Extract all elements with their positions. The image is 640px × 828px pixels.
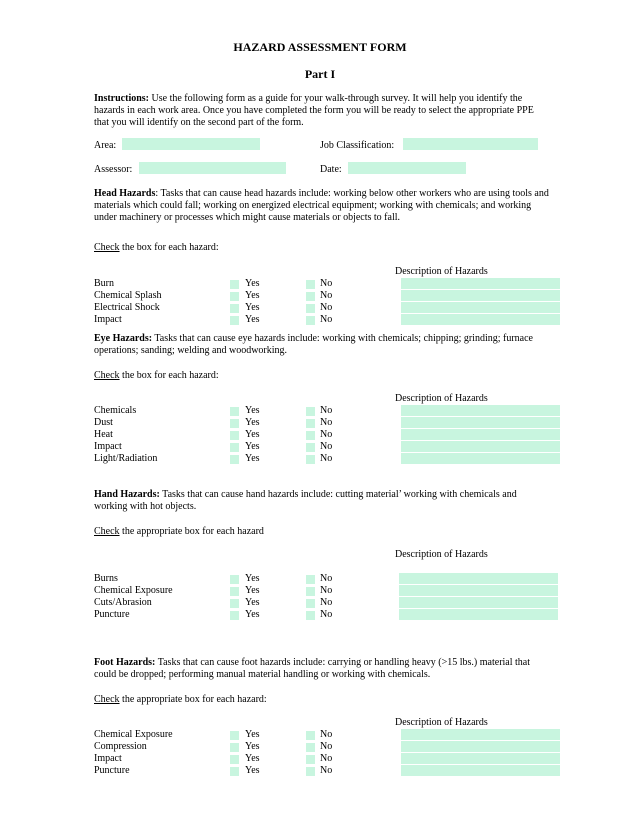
date-label: Date: [320,164,342,175]
no-label: No [320,453,333,464]
eye-description-header: Description of Hazards [395,393,488,404]
hazard-row [0,302,640,314]
no-checkbox[interactable] [306,443,315,452]
yes-checkbox[interactable] [230,755,239,764]
hazard-row [0,405,640,417]
yes-label: Yes [245,314,260,325]
eye-hazards-paragraph [94,333,549,357]
no-checkbox[interactable] [306,575,315,584]
foot-check-rest: the appropriate box for each hazard: [119,694,267,705]
hazard-label: Puncture [94,609,130,620]
description-input[interactable] [401,753,560,764]
hazard-row [0,729,640,741]
hand-hazards-text: Tasks that can cause hand hazards include: cutting material’ working with chemicals and working with hot objects. [94,489,517,512]
yes-checkbox[interactable] [230,743,239,752]
no-label: No [320,729,333,740]
no-label: No [320,597,333,608]
hazard-label: Heat [94,429,113,440]
hazard-row [0,278,640,290]
foot-hazards-section [0,657,640,787]
foot-check-word: Check [94,694,120,705]
yes-checkbox[interactable] [230,455,239,464]
description-input[interactable] [401,741,560,752]
yes-label: Yes [245,429,260,440]
foot-description-header: Description of Hazards [395,717,488,728]
hazard-row [0,741,640,753]
description-input[interactable] [399,597,558,608]
hazard-row [0,429,640,441]
head-description-header: Description of Hazards [395,266,488,277]
no-label: No [320,573,333,584]
description-input[interactable] [401,314,560,325]
head-hazards-section [0,188,640,328]
description-input[interactable] [401,302,560,313]
hazard-row [0,417,640,429]
hazard-label: Cuts/Abrasion [94,597,152,608]
no-checkbox[interactable] [306,431,315,440]
no-label: No [320,429,333,440]
description-input[interactable] [401,417,560,428]
no-checkbox[interactable] [306,611,315,620]
hazard-label: Burn [94,278,114,289]
head-hazards-text: : Tasks that can cause head hazards include: working below other workers who are using tools and materials which could fall; working on energized electrical equipment; working with chemicals; and working under machinery or processes which might cause materials or objects to fall. [94,188,549,223]
description-input[interactable] [401,290,560,301]
hazard-label: Puncture [94,765,130,776]
instructions-paragraph [94,93,549,129]
description-input[interactable] [401,405,560,416]
yes-label: Yes [245,453,260,464]
description-input[interactable] [399,609,558,620]
hazard-label: Chemical Exposure [94,729,173,740]
yes-label: Yes [245,609,260,620]
job-classification-input[interactable] [403,138,538,150]
hazard-row [0,290,640,302]
hazard-row [0,573,640,585]
description-input[interactable] [401,729,560,740]
head-hazards-label: Head Hazards [94,188,156,199]
part-heading: Part I [304,67,336,81]
hand-hazards-paragraph [94,489,549,513]
description-input[interactable] [401,441,560,452]
no-label: No [320,290,333,301]
date-input[interactable] [348,162,466,174]
no-label: No [320,278,333,289]
hand-check-rest: the appropriate box for each hazard [119,526,264,537]
yes-label: Yes [245,753,260,764]
yes-label: Yes [245,597,260,608]
no-label: No [320,405,333,416]
no-label: No [320,417,333,428]
hazard-label: Impact [94,753,122,764]
yes-checkbox[interactable] [230,599,239,608]
no-checkbox[interactable] [306,755,315,764]
no-checkbox[interactable] [306,407,315,416]
area-label: Area: [94,140,117,151]
no-label: No [320,765,333,776]
eye-hazards-section [0,333,640,473]
no-label: No [320,609,333,620]
yes-label: Yes [245,278,260,289]
yes-checkbox[interactable] [230,611,239,620]
instructions-text: Use the following form as a guide for your walk-through survey. It will help you identify the hazards in each work area. Once you have completed the form you will be ready to select the appropriate PPE that you will identify on the second part of the form. [94,93,534,128]
head-hazards-paragraph [94,188,549,224]
hazard-label: Dust [94,417,113,428]
hand-check-word: Check [94,526,120,537]
no-label: No [320,441,333,452]
hazard-row [0,765,640,777]
hazard-label: Light/Radiation [94,453,158,464]
hazard-label: Electrical Shock [94,302,160,313]
assessor-input[interactable] [139,162,286,174]
yes-checkbox[interactable] [230,767,239,776]
no-checkbox[interactable] [306,292,315,301]
yes-label: Yes [245,417,260,428]
description-input[interactable] [401,765,560,776]
head-check-word: Check [94,242,120,253]
no-label: No [320,585,333,596]
hazard-row [0,753,640,765]
yes-label: Yes [245,441,260,452]
area-input[interactable] [122,138,260,150]
yes-label: Yes [245,585,260,596]
no-checkbox[interactable] [306,599,315,608]
yes-checkbox[interactable] [230,443,239,452]
no-checkbox[interactable] [306,304,315,313]
no-checkbox[interactable] [306,455,315,464]
yes-label: Yes [245,290,260,301]
yes-label: Yes [245,741,260,752]
head-check-rest: the box for each hazard: [119,242,219,253]
eye-check-rest: the box for each hazard: [119,370,219,381]
hazard-label: Burns [94,573,118,584]
yes-label: Yes [245,405,260,416]
hazard-label: Compression [94,741,147,752]
foot-hazards-text: Tasks that can cause foot hazards include: carrying or handling heavy (>15 lbs.) material that could be dropped; performing manual material handling or working with chemicals. [94,657,531,680]
yes-checkbox[interactable] [230,292,239,301]
hazard-row [0,441,640,453]
hazard-row [0,314,640,326]
yes-checkbox[interactable] [230,304,239,313]
assessor-label: Assessor: [94,164,133,175]
eye-check-instruction [94,370,219,382]
no-checkbox[interactable] [306,743,315,752]
description-input[interactable] [401,429,560,440]
hazard-label: Impact [94,441,122,452]
yes-checkbox[interactable] [230,575,239,584]
no-label: No [320,302,333,313]
description-input[interactable] [401,278,560,289]
hazard-row [0,585,640,597]
no-checkbox[interactable] [306,587,315,596]
yes-label: Yes [245,729,260,740]
hazard-row [0,597,640,609]
no-checkbox[interactable] [306,767,315,776]
eye-check-word: Check [94,370,120,381]
no-checkbox[interactable] [306,419,315,428]
foot-hazards-paragraph [94,657,549,681]
yes-checkbox[interactable] [230,280,239,289]
hand-description-header: Description of Hazards [395,549,488,560]
hazard-row [0,453,640,465]
description-input[interactable] [399,585,558,596]
foot-check-instruction [94,694,267,706]
no-label: No [320,753,333,764]
eye-hazards-text: Tasks that can cause eye hazards include: working with chemicals; chipping; grinding; furnace operations; sanding; welding and woodworking. [94,333,533,356]
hand-hazards-section [0,489,640,629]
yes-checkbox[interactable] [230,431,239,440]
yes-label: Yes [245,573,260,584]
job-classification-label: Job Classification: [320,140,395,151]
hand-check-instruction [94,526,264,538]
yes-label: Yes [245,302,260,313]
hazard-row [0,609,640,621]
foot-hazards-label: Foot Hazards: [94,657,156,668]
description-input[interactable] [401,453,560,464]
no-label: No [320,314,333,325]
form-title: HAZARD ASSESSMENT FORM [233,40,407,54]
eye-hazards-label: Eye Hazards: [94,333,153,344]
yes-checkbox[interactable] [230,316,239,325]
description-input[interactable] [399,573,558,584]
head-check-instruction [94,242,219,254]
no-label: No [320,741,333,752]
yes-checkbox[interactable] [230,587,239,596]
hazard-label: Chemical Splash [94,290,162,301]
instructions-label: Instructions: [94,93,150,104]
yes-checkbox[interactable] [230,731,239,740]
yes-label: Yes [245,765,260,776]
no-checkbox[interactable] [306,316,315,325]
yes-checkbox[interactable] [230,407,239,416]
yes-checkbox[interactable] [230,419,239,428]
hazard-label: Chemical Exposure [94,585,173,596]
no-checkbox[interactable] [306,731,315,740]
no-checkbox[interactable] [306,280,315,289]
hazard-label: Impact [94,314,122,325]
hand-hazards-label: Hand Hazards: [94,489,160,500]
hazard-label: Chemicals [94,405,137,416]
